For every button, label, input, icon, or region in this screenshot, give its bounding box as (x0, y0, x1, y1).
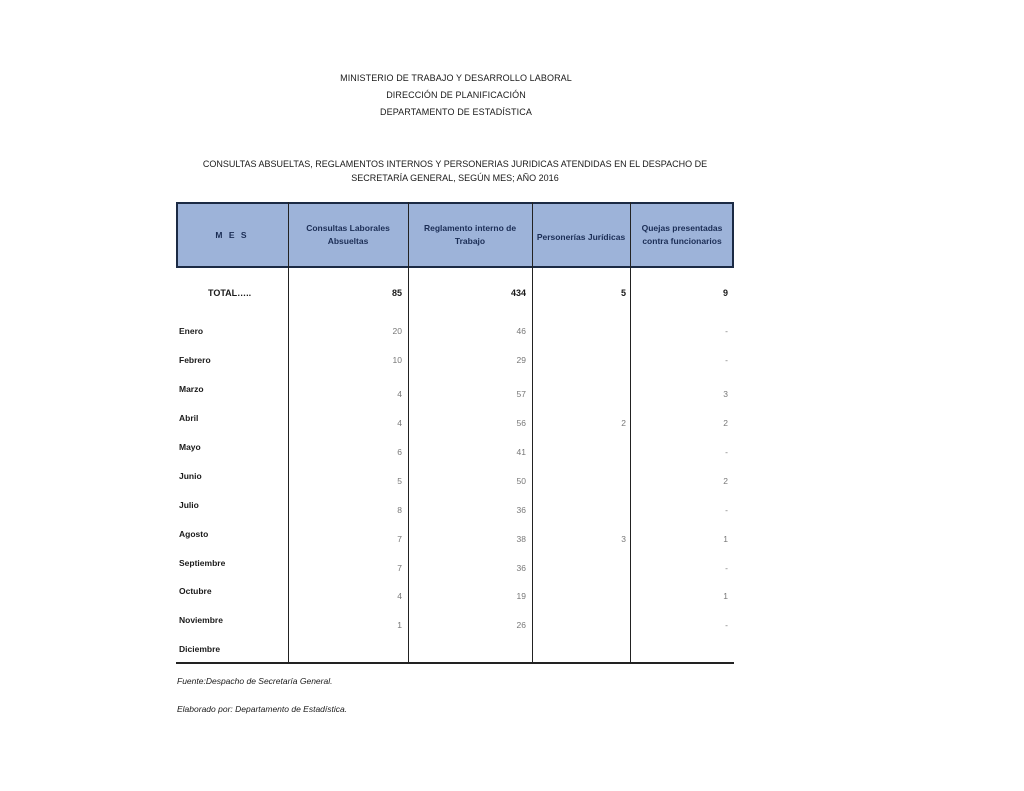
total-consultas: 85 (391, 288, 402, 298)
row-consultas-value: 8 (397, 505, 402, 515)
row-month-label: Junio (179, 471, 202, 481)
row-reglamentos-value: 26 (516, 620, 526, 630)
source-note: Fuente:Despacho de Secretaría General. (177, 676, 333, 686)
row-month-label: Enero (179, 326, 204, 336)
column-divider (532, 202, 533, 662)
row-quejas-value: - (725, 620, 728, 630)
total-reglamentos: 434 (510, 288, 526, 298)
header-quejas-line2: contra funcionarios (642, 236, 722, 246)
header-consultas (288, 202, 408, 268)
row-month-label: Mayo (179, 442, 201, 452)
table-title-line2: SECRETARÍA GENERAL, SEGÚN MES; AÑO 2016 (351, 173, 559, 183)
row-reglamentos-value: 29 (516, 355, 526, 365)
row-personerias-value: 3 (621, 534, 626, 544)
row-reglamentos-value: 19 (516, 591, 526, 601)
row-consultas-value: 7 (397, 563, 402, 573)
row-consultas-value: 4 (397, 418, 402, 428)
row-month-label: Noviembre (179, 615, 223, 625)
row-reglamentos-value: 50 (516, 476, 526, 486)
row-month-label: Marzo (179, 384, 204, 394)
row-reglamentos-value: 57 (516, 389, 526, 399)
row-quejas-value: 3 (723, 389, 728, 399)
row-quejas-value: 1 (723, 534, 728, 544)
row-reglamentos-value: 38 (516, 534, 526, 544)
header-quejas-line1: Quejas presentadas (641, 223, 723, 233)
total-quejas: 9 (722, 288, 728, 298)
row-reglamentos-value: 46 (516, 326, 526, 336)
row-consultas-value: 4 (397, 591, 402, 601)
row-consultas-value: 1 (397, 620, 402, 630)
row-quejas-value: 1 (723, 591, 728, 601)
row-quejas-value: - (725, 326, 728, 336)
total-personerias: 5 (620, 288, 626, 298)
total-label: TOTAL….. (208, 288, 252, 298)
direction-name: DIRECCIÓN DE PLANIFICACIÓN (386, 90, 526, 100)
row-quejas-value: - (725, 447, 728, 457)
header-reglamentos-line2: Trabajo (454, 236, 486, 246)
row-month-label: Febrero (179, 355, 211, 365)
row-month-label: Julio (179, 500, 199, 510)
row-quejas-value: 2 (723, 476, 728, 486)
row-month-label: Agosto (179, 529, 209, 539)
header-reglamentos (408, 202, 532, 268)
header-quejas (630, 202, 734, 268)
row-month-label: Octubre (179, 586, 212, 596)
row-reglamentos-value: 36 (516, 505, 526, 515)
header-consultas-line1: Consultas Laborales (306, 223, 390, 233)
statistics-table (176, 202, 734, 664)
row-consultas-value: 6 (397, 447, 402, 457)
row-month-label: Abril (179, 413, 199, 423)
row-quejas-value: 2 (723, 418, 728, 428)
header-personerias: Personerías Jurídicas (536, 231, 626, 242)
row-consultas-value: 20 (392, 326, 402, 336)
ministry-name: MINISTERIO DE TRABAJO Y DESARROLLO LABORAL (340, 73, 572, 83)
row-consultas-value: 7 (397, 534, 402, 544)
row-quejas-value: - (725, 563, 728, 573)
header-mes: M E S (215, 229, 249, 240)
header-reglamentos-line1: Reglamento interno de (423, 223, 517, 233)
row-personerias-value: 2 (621, 418, 626, 428)
row-reglamentos-value: 36 (516, 563, 526, 573)
row-quejas-value: - (725, 355, 728, 365)
row-reglamentos-value: 56 (516, 418, 526, 428)
department-name: DEPARTAMENTO DE ESTADÍSTICA (380, 107, 532, 117)
row-consultas-value: 10 (392, 355, 402, 365)
row-month-label: Septiembre (179, 558, 226, 568)
row-month-label: Diciembre (179, 644, 221, 654)
table-bottom-border (176, 662, 734, 664)
row-consultas-value: 4 (397, 389, 402, 399)
prepared-by-note: Elaborado por: Departamento de Estadística. (177, 704, 348, 714)
row-consultas-value: 5 (397, 476, 402, 486)
row-reglamentos-value: 41 (516, 447, 526, 457)
row-quejas-value: - (725, 505, 728, 515)
table-title-line1: CONSULTAS ABSUELTAS, REGLAMENTOS INTERNOS Y PERSONERIAS JURIDICAS ATENDIDAS EN EL DESPACHO DE (202, 159, 708, 169)
header-consultas-line2: Absueltas (327, 236, 369, 246)
